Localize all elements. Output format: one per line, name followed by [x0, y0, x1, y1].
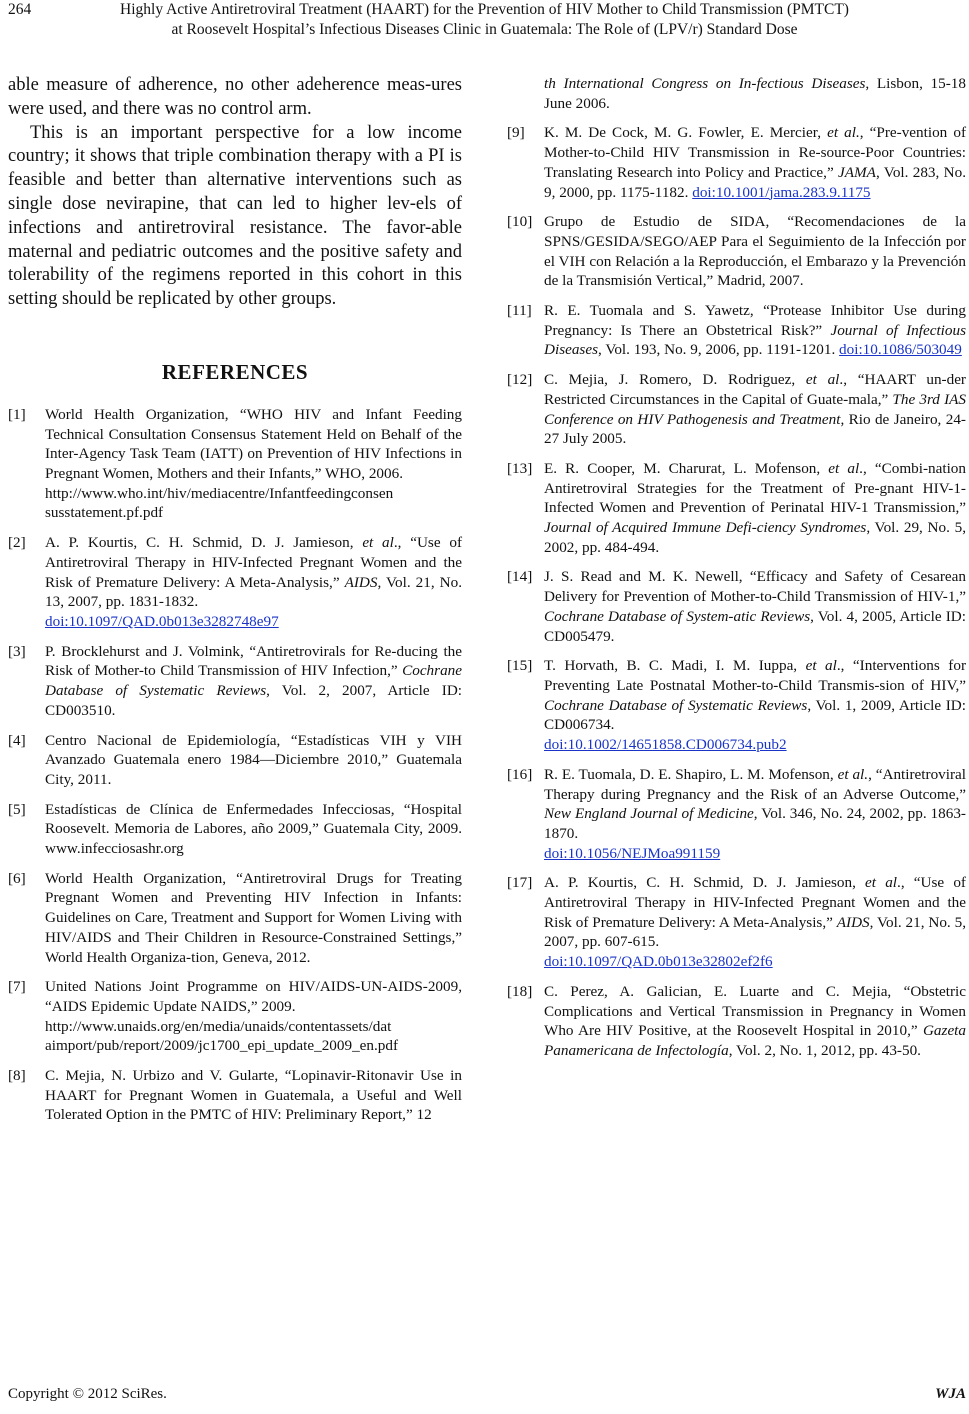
reference-item: [8, 977, 462, 1056]
reference-body: , Vol. 29, No. 5, 2002, pp. 484-494.: [544, 519, 966, 556]
reference-body: , Vol. 21, No. 5, 2007, pp. 607-615.: [544, 913, 966, 951]
doi-link[interactable]: doi:10.1002/14651858.CD006734.pub2: [544, 736, 787, 754]
reference-number: [9]: [507, 124, 525, 142]
references-heading: REFERENCES: [161, 359, 309, 384]
reference-body: , Vol. 346, No. 24, 2002, pp. 1863-1870.: [544, 805, 966, 842]
reference-journal: AIDS: [836, 913, 870, 931]
reference-body: ., “HAART un-der Restricted Circumstances in the Capital of Guate-mala,”: [544, 371, 966, 408]
reference-text: Estadísticas de Clínica de Enfermedades Infecciosas, “Hospital Roosevelt. Memoria de Labores, año 2009,” Guatemala City, 2009. www.infecciosashr.org: [45, 800, 462, 858]
reference-text: [544, 74, 966, 113]
reference-item: [8, 642, 462, 721]
reference-body: E. R. Cooper, M. Charurat, L. Mofenson,: [544, 459, 829, 477]
reference-text: Grupo de Estudio de SIDA, “Recomendaciones de la SPNS/GESIDA/SEGO/AEP Para el Seguimiento de la Infección por el VIH con Relación a la Reproducción, el Embarazo y la Prevención de la Transmisión Vertical,” Madrid, 2007.: [544, 213, 966, 290]
reference-text: [544, 459, 966, 558]
reference-body: P. Brocklehurst and J. Volmink, “Antiretrovirals for Re-ducing the Risk of Mother-to Child Transmission of HIV Infection,”: [45, 642, 462, 680]
reference-number: [5]: [8, 800, 26, 818]
doi-link[interactable]: doi:10.1001/jama.283.9.1175: [692, 183, 871, 201]
reference-item: [507, 567, 966, 646]
reference-etal: et al: [828, 459, 860, 477]
reference-item: [8, 405, 462, 523]
reference-body: R. E. Tuomala, D. E. Shapiro, L. M. Mofenson,: [544, 765, 838, 783]
journal-abbreviation: WJA: [935, 1386, 966, 1402]
reference-item: [8, 869, 462, 968]
reference-item: [507, 765, 966, 864]
reference-etal: et al: [805, 657, 837, 675]
reference-journal: The 3rd IAS Conference on HIV Pathogenesis and Treatment: [544, 390, 966, 428]
reference-item: [8, 731, 462, 790]
body-paragraph: This is an important perspective for a low income country; it shows that triple combination therapy with a PI is feasible and better than alternative interventions such as single dose nevirapine, that can led to higher lev-els of infections and antiretroviral resistance. The favor-able maternal and pediatric outcomes and the positive safety and tolerability of the regimens reported in this cohort in this setting should be replicated by other groups.: [8, 122, 462, 310]
reference-item: [507, 656, 966, 755]
reference-body: World Health Organization, “WHO HIV and Infant Feeding Technical Consultation Consensus Statement Held on Behalf of the Inter-Agency Task Team (IATT) on Prevention of HIV Infections in Pregnant Women, Mothers and their Infants,” WHO, 2006.: [45, 405, 462, 483]
reference-text: [45, 642, 462, 721]
reference-number: [11]: [507, 302, 532, 320]
doi-link[interactable]: doi:10.1097/QAD.0b013e32802ef2f6: [544, 953, 773, 971]
reference-item: [8, 1066, 462, 1125]
reference-etal: et al: [805, 371, 840, 389]
reference-journal: Cochrane Database of Systematic Reviews: [45, 662, 462, 700]
reference-url: [45, 1017, 462, 1056]
reference-item: [507, 459, 966, 558]
reference-journal: Cochrane Database of Systematic Reviews: [544, 696, 808, 714]
reference-text: [544, 123, 966, 202]
reference-url-part: aimport/pub/report/2009/jc1700_epi_update_2009_en.pdf: [45, 1037, 399, 1055]
reference-number: [4]: [8, 731, 26, 749]
reference-journal: Cochrane Database of System-atic Reviews: [544, 607, 811, 625]
reference-item: [8, 800, 462, 859]
reference-body: A. P. Kourtis, C. H. Schmid, D. J. Jamieson,: [45, 534, 363, 552]
reference-body: R. E. Tuomala and S. Yawetz, “Protease Inhibitor Use during Pregnancy: Is There an Obstetrical Risk?”: [544, 302, 966, 339]
reference-number: [15]: [507, 657, 533, 675]
reference-number: [2]: [8, 534, 26, 552]
header-title-line1: Highly Active Antiretroviral Treatment (HAART) for the Prevention of HIV Mother to Child Transmission (PMTCT): [120, 1, 849, 18]
reference-body: , “Antiretroviral Therapy during Pregnancy and the Risk of an Adverse Outcome,”: [544, 765, 966, 803]
reference-body: ., “Use of Antiretroviral Therapy in HIV-Infected Pregnant Women and the Risk of Premature Delivery: A Meta-Analysis,”: [45, 534, 463, 591]
reference-body: C. Perez, A. Galician, E. Luarte and C. Mejia, “Obstetric Complications and Vertical Transmission in Pregnancy in Women Who Are HIV Positive, at the Roosevelt Hospital in 2010,”: [544, 982, 966, 1040]
reference-number: [16]: [507, 765, 533, 783]
copyright-notice: Copyright © 2012 SciRes.: [8, 1386, 167, 1402]
running-header: [0, 0, 969, 40]
reference-body: ., “Interventions for Preventing Late Postnatal Mother-to-Child Transmis-sion of HIV,”: [544, 657, 966, 694]
reference-journal: AIDS: [344, 573, 378, 591]
doi-link[interactable]: doi:10.1097/QAD.0b013e3282748e97: [45, 613, 279, 630]
reference-etal: et al: [362, 534, 394, 552]
reference-item: [507, 873, 966, 972]
reference-body: C. Mejia, J. Romero, D. Rodriguez,: [544, 371, 806, 389]
reference-number: [3]: [8, 642, 26, 660]
reference-journal: Gazeta Panamericana de Infectología: [544, 1022, 966, 1059]
reference-text: [45, 533, 462, 632]
reference-body: T. Horvath, B. C. Madi, I. M. Iuppa,: [544, 657, 806, 675]
reference-body: , Vol. 2, 2007, Article ID: CD003510.: [45, 682, 463, 719]
reference-journal: New England Journal of Medicine: [544, 805, 754, 823]
reference-body: , Vol. 21, No. 13, 2007, pp. 1831-1832.: [45, 573, 462, 611]
reference-number: [17]: [507, 874, 533, 892]
reference-number: [18]: [507, 982, 533, 1000]
reference-text: [45, 405, 462, 523]
reference-body: , Vol. 2, No. 1, 2012, pp. 43-50.: [728, 1041, 921, 1059]
reference-body: A. P. Kourtis, C. H. Schmid, D. J. Jamieson,: [544, 874, 866, 892]
reference-number: [14]: [507, 568, 533, 586]
reference-number: [6]: [8, 869, 26, 887]
reference-item-continued: [507, 74, 966, 113]
body-paragraph: able measure of adherence, no other adeherence meas-ures were used, and there was no control arm.: [8, 75, 462, 119]
reference-journal: JAMA: [838, 163, 876, 181]
reference-body: J. S. Read and M. K. Newell, “Efficacy and Safety of Cesarean Delivery for Prevention of Mother-to-Child Transmission of HIV-1,”: [544, 568, 966, 606]
reference-etal: et al: [865, 874, 898, 892]
reference-body: C. Mejia, N. Urbizo and V. Gularte, “Lopinavir-Ritonavir Use in HAART for Pregnant Women in Guatemala, a Useful and Well Tolerated Option in the PMTC of HIV: Preliminary Report,” 12: [45, 1067, 462, 1124]
reference-body: , Vol. 193, No. 9, 2006, pp. 1191-1201.: [598, 341, 840, 359]
reference-url-part: susstatement.pf.pdf: [45, 504, 164, 522]
reference-journal: th International Congress on In-fectious Diseases: [544, 75, 866, 92]
reference-body: ., “Combi-nation Antiretroviral Strategies for the Treatment of Pre-gnant HIV-1-Infected Women and Prevention of Perinatal HIV-1 Transmission,”: [544, 459, 966, 517]
reference-text: [544, 656, 966, 755]
reference-text: [45, 1066, 462, 1125]
reference-number: [12]: [507, 371, 533, 389]
reference-item: [507, 301, 966, 360]
reference-number: [13]: [507, 459, 533, 477]
reference-body: , Vol. 4, 2005, Article ID: CD005479.: [544, 607, 966, 645]
reference-text: World Health Organization, “Antiretroviral Drugs for Treating Pregnant Women and Preventing HIV Infection in Infants: Guidelines on Care, Treatment and Support for Women Living with HIV/AIDS and Their Children in Resource-Constrained Settings,” World Health Organiza-tion, Geneva, 2012.: [45, 869, 462, 966]
reference-number: [1]: [8, 405, 26, 423]
reference-text: [544, 765, 966, 864]
reference-text: [544, 301, 966, 360]
reference-number: [8]: [8, 1067, 26, 1085]
reference-text: [45, 977, 462, 1056]
reference-body: , Vol. 1, 2009, Article ID: CD006734.: [544, 696, 966, 734]
reference-text: [544, 567, 966, 646]
reference-body: ., “Use of Antiretroviral Therapy in HIV-Infected Pregnant Women and the Risk of Premature Delivery: A Meta-Analysis,”: [544, 874, 966, 931]
page-number: 264: [8, 1, 32, 18]
doi-link[interactable]: doi:10.1086/503049: [839, 341, 962, 359]
right-column: [507, 74, 966, 1071]
page-footer: [8, 1386, 966, 1403]
header-title-line2: at Roosevelt Hospital’s Infectious Diseases Clinic in Guatemala: The Role of (LPV/r) Standard Dose: [171, 21, 798, 38]
reference-text: [544, 982, 966, 1061]
reference-body: , Vol. 283, No. 9, 2000, pp. 1175-1182.: [544, 163, 966, 201]
reference-body: United Nations Joint Programme on HIV/AIDS-UN-AIDS-2009, “AIDS Epidemic Update NAIDS,” 2009.: [45, 978, 462, 1015]
reference-etal: et al.: [827, 124, 860, 142]
reference-item: [8, 533, 462, 632]
reference-body: , Lisbon, 15-18 June 2006.: [544, 75, 966, 112]
reference-number: [10]: [507, 213, 533, 231]
reference-journal: Journal of Acquired Immune Defi-ciency Syndromes: [544, 519, 867, 537]
reference-text: [544, 873, 966, 972]
doi-link[interactable]: doi:10.1056/NEJMoa991159: [544, 844, 721, 862]
reference-number: [7]: [8, 978, 26, 996]
reference-item: [507, 123, 966, 202]
reference-url: [45, 484, 462, 523]
reference-journal: Journal of Infectious Diseases: [544, 321, 966, 359]
reference-body: K. M. De Cock, M. G. Fowler, E. Mercier,: [544, 124, 828, 142]
reference-text: [544, 370, 966, 449]
reference-url-part: http://www.who.int/hiv/mediacentre/Infantfeedingconsen: [45, 484, 394, 502]
reference-etal: et al.: [837, 765, 869, 783]
reference-body: , “Pre-vention of Mother-to-Child HIV Transmission in Re-source-Poor Countries: Translating Research into Policy and Practice,”: [544, 124, 967, 181]
reference-text: Centro Nacional de Epidemiología, “Estadísticas VIH y VIH Avanzado Guatemala enero 1984—Diciembre 2010,” Guatemala City, 2011.: [45, 731, 462, 788]
reference-item: [507, 212, 966, 291]
reference-url-part: http://www.unaids.org/en/media/unaids/contentassets/dat: [45, 1017, 392, 1035]
reference-body: , Rio de Janeiro, 24-27 July 2005.: [544, 410, 966, 448]
left-column: [8, 74, 462, 1135]
reference-item: [507, 982, 966, 1061]
reference-item: [507, 370, 966, 449]
